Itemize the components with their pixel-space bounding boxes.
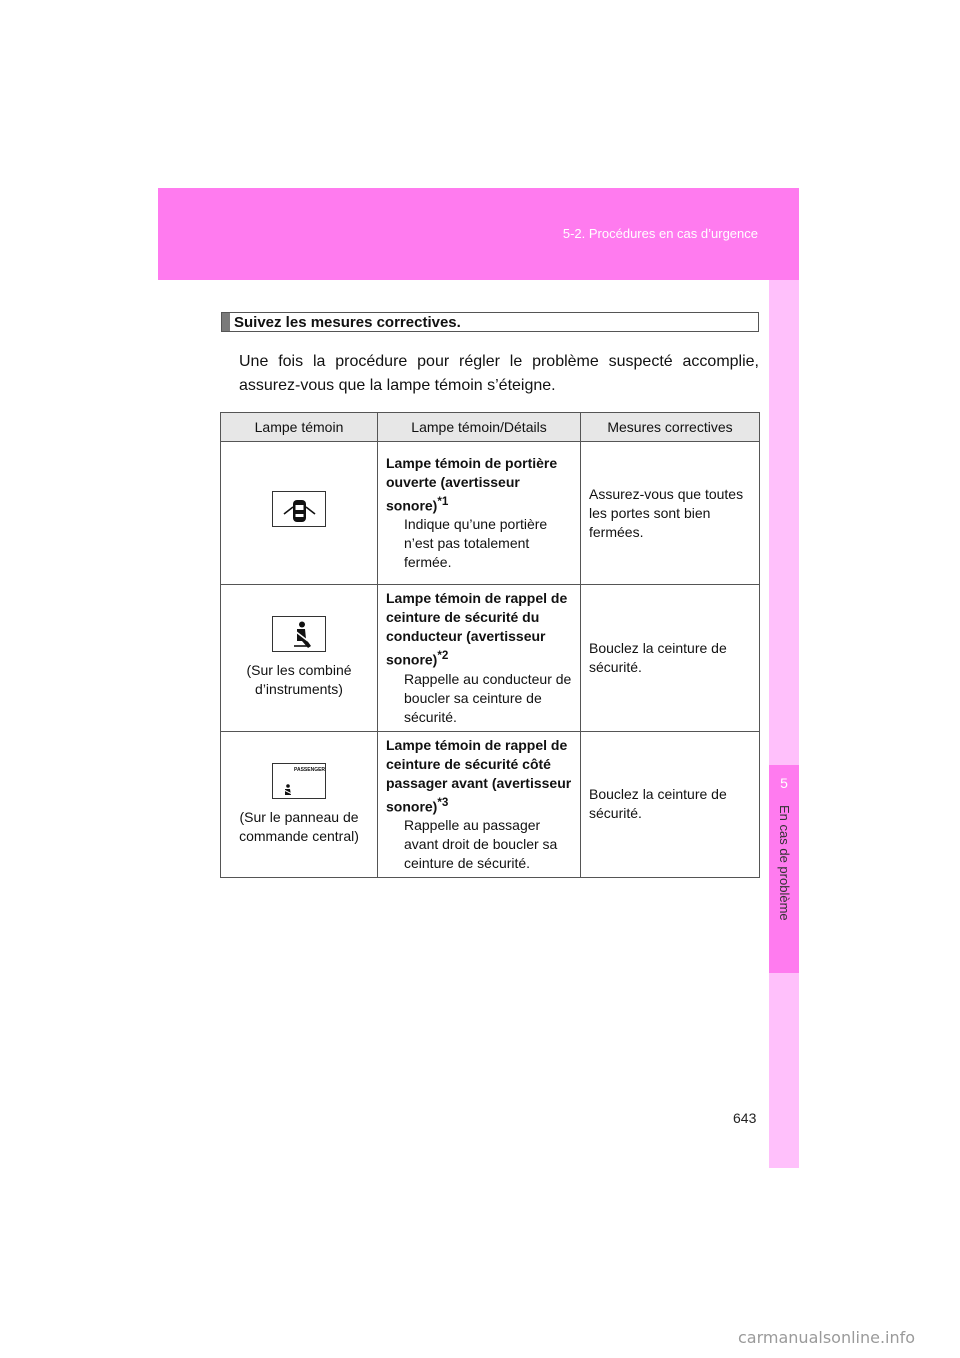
seatbelt-warning-icon [272, 616, 326, 652]
light-name: Lampe témoin de portière ouverte (avertisseur sonore) [386, 454, 558, 514]
table-header-row [221, 413, 760, 442]
table-row [221, 442, 760, 585]
column-header: Lampe témoin/Détails [378, 413, 581, 442]
side-tab[interactable] [769, 280, 799, 1168]
chapter-number: 5 [780, 775, 788, 791]
chapter-label: En cas de problème [777, 805, 792, 921]
passenger-seatbelt-warning-icon [272, 763, 326, 799]
footnote-mark: *1 [437, 494, 449, 508]
column-header: Lampe témoin [221, 413, 378, 442]
footnote-mark: *3 [437, 795, 449, 809]
icon-cell [221, 585, 378, 732]
details-cell [378, 442, 581, 585]
table-row [221, 585, 760, 732]
icon-caption: (Sur les combiné d’instruments) [246, 662, 352, 698]
light-detail: Indique qu’une portière n’est pas totalement fermée. [404, 516, 548, 571]
watermark[interactable]: carmanualsonline.info [738, 1328, 916, 1347]
details-cell [378, 585, 581, 732]
intro-paragraph: Une fois la procédure pour régler le problème suspecté accomplie, assurez-vous que la lampe témoin s’éteigne. [239, 353, 759, 394]
icon-caption: (Sur le panneau de commande central) [239, 808, 359, 844]
icon-cell [221, 731, 378, 878]
details-cell [378, 731, 581, 878]
action-cell: Bouclez la ceinture de sécurité. [581, 585, 760, 732]
chapter-tab[interactable] [769, 765, 799, 973]
action-cell: Bouclez la ceinture de sécurité. [581, 731, 760, 878]
door-open-warning-icon [272, 491, 326, 527]
light-name: Lampe témoin de rappel de ceinture de sécurité côté passager avant (avertisseur sonore) [386, 736, 572, 815]
footnote-mark: *2 [437, 649, 449, 662]
section-title: 5-2. Procédures en cas d’urgence [562, 226, 758, 241]
table-row [221, 731, 760, 878]
subheading: Suivez les mesures correctives. [234, 314, 461, 331]
light-name: Lampe témoin de rappel de ceinture de sécurité du conducteur (avertisseur sonore) [386, 590, 568, 668]
icon-cell [221, 442, 378, 585]
subheading-box [221, 312, 759, 332]
light-detail: Rappelle au passager avant droit de boucler sa ceinture de sécurité. [404, 817, 558, 872]
warning-lights-table [220, 412, 760, 878]
page-number: 643 [733, 1110, 757, 1126]
subheading-bar [222, 313, 230, 331]
header-band [158, 188, 799, 280]
light-detail: Rappelle au conducteur de boucler sa ceinture de sécurité. [404, 670, 572, 725]
column-header: Mesures correctives [581, 413, 760, 442]
passenger-label: PASSENGER [294, 766, 326, 773]
action-cell: Assurez-vous que toutes les portes sont bien fermées. [581, 442, 760, 585]
